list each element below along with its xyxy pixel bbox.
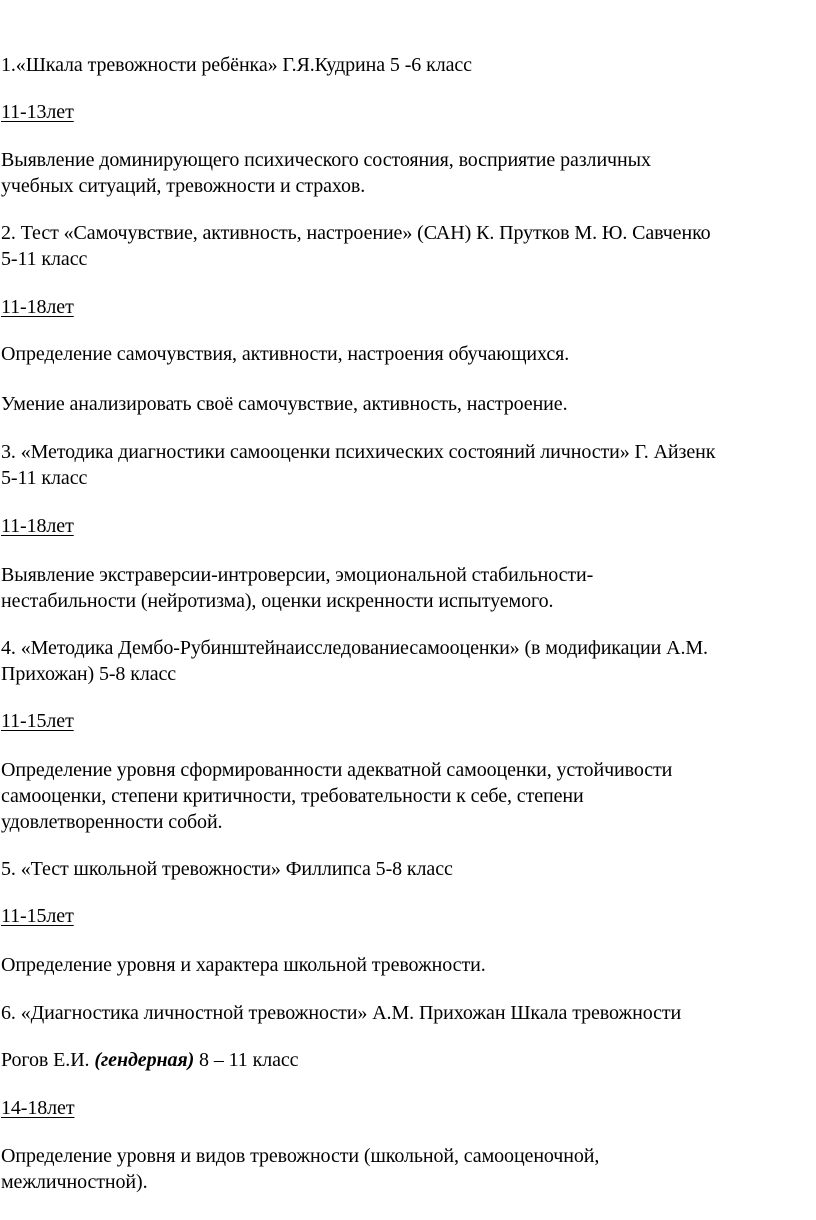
item-6-age: 14-18лет bbox=[1, 1097, 75, 1119]
item-5-title: 5. «Тест школьной тревожности» Филлипса 5-8 класс bbox=[1, 858, 453, 880]
item-2-title-line-1: 2. Тест «Самочувствие, активность, настроение» (САН) К. Прутков М. Ю. Савченко bbox=[1, 222, 711, 244]
item-4-description-line-2: самооценки, степени критичности, требовательности к себе, степени bbox=[1, 785, 584, 807]
item-4-description-line-1: Определение уровня сформированности адекватной самооценки, устойчивости bbox=[1, 759, 673, 781]
item-6-author-emphasis: (гендерная) bbox=[94, 1049, 195, 1071]
item-6-author-after: 8 – 11 класс bbox=[194, 1049, 299, 1071]
item-3-title-line-2: 5-11 класс bbox=[1, 467, 88, 489]
item-2-extra: Умение анализировать своё самочувствие, активность, настроение. bbox=[1, 393, 568, 415]
item-4-age: 11-15лет bbox=[1, 710, 74, 732]
item-1-description-line-2: учебных ситуаций, тревожности и страхов. bbox=[1, 175, 366, 197]
item-4-title-line-1: 4. «Методика Дембо-Рубинштейнаисследованиесамооценки» (в модификации А.М. bbox=[1, 637, 708, 659]
item-6-title: 6. «Диагностика личностной тревожности» А.М. Прихожан Шкала тревожности bbox=[1, 1002, 682, 1024]
item-1-age: 11-13лет bbox=[1, 101, 74, 123]
item-6-author-before: Рогов Е.И. bbox=[1, 1049, 95, 1071]
item-3-title-line-1: 3. «Методика диагностики самооценки психических состояний личности» Г. Айзенк bbox=[1, 441, 716, 463]
item-6-author-line bbox=[1, 1047, 298, 1073]
item-2-description-line-1: Определение самочувствия, активности, настроения обучающихся. bbox=[1, 343, 570, 365]
item-3-description-line-2: нестабильности (нейротизма), оценки искренности испытуемого. bbox=[1, 590, 554, 612]
item-5-age: 11-15лет bbox=[1, 905, 74, 927]
item-2-title-line-2: 5-11 класс bbox=[1, 248, 88, 270]
item-5-description-line-1: Определение уровня и характера школьной тревожности. bbox=[1, 954, 486, 976]
item-1-description-line-1: Выявление доминирующего психического состояния, восприятие различных bbox=[1, 149, 651, 171]
item-4-description-line-3: удовлетворенности собой. bbox=[1, 811, 223, 833]
item-3-description-line-1: Выявление экстраверсии-интроверсии, эмоциональной стабильности- bbox=[1, 564, 594, 586]
item-2-age: 11-18лет bbox=[1, 296, 74, 318]
item-1-title: 1.«Шкала тревожности ребёнка» Г.Я.Кудрина 5 -6 класс bbox=[1, 54, 472, 76]
item-3-age: 11-18лет bbox=[1, 515, 74, 537]
item-6-description-line-2: межличностной). bbox=[1, 1171, 148, 1193]
item-6-description-line-1: Определение уровня и видов тревожности (школьной, самооценочной, bbox=[1, 1145, 600, 1167]
item-4-title-line-2: Прихожан) 5-8 класс bbox=[1, 663, 177, 685]
